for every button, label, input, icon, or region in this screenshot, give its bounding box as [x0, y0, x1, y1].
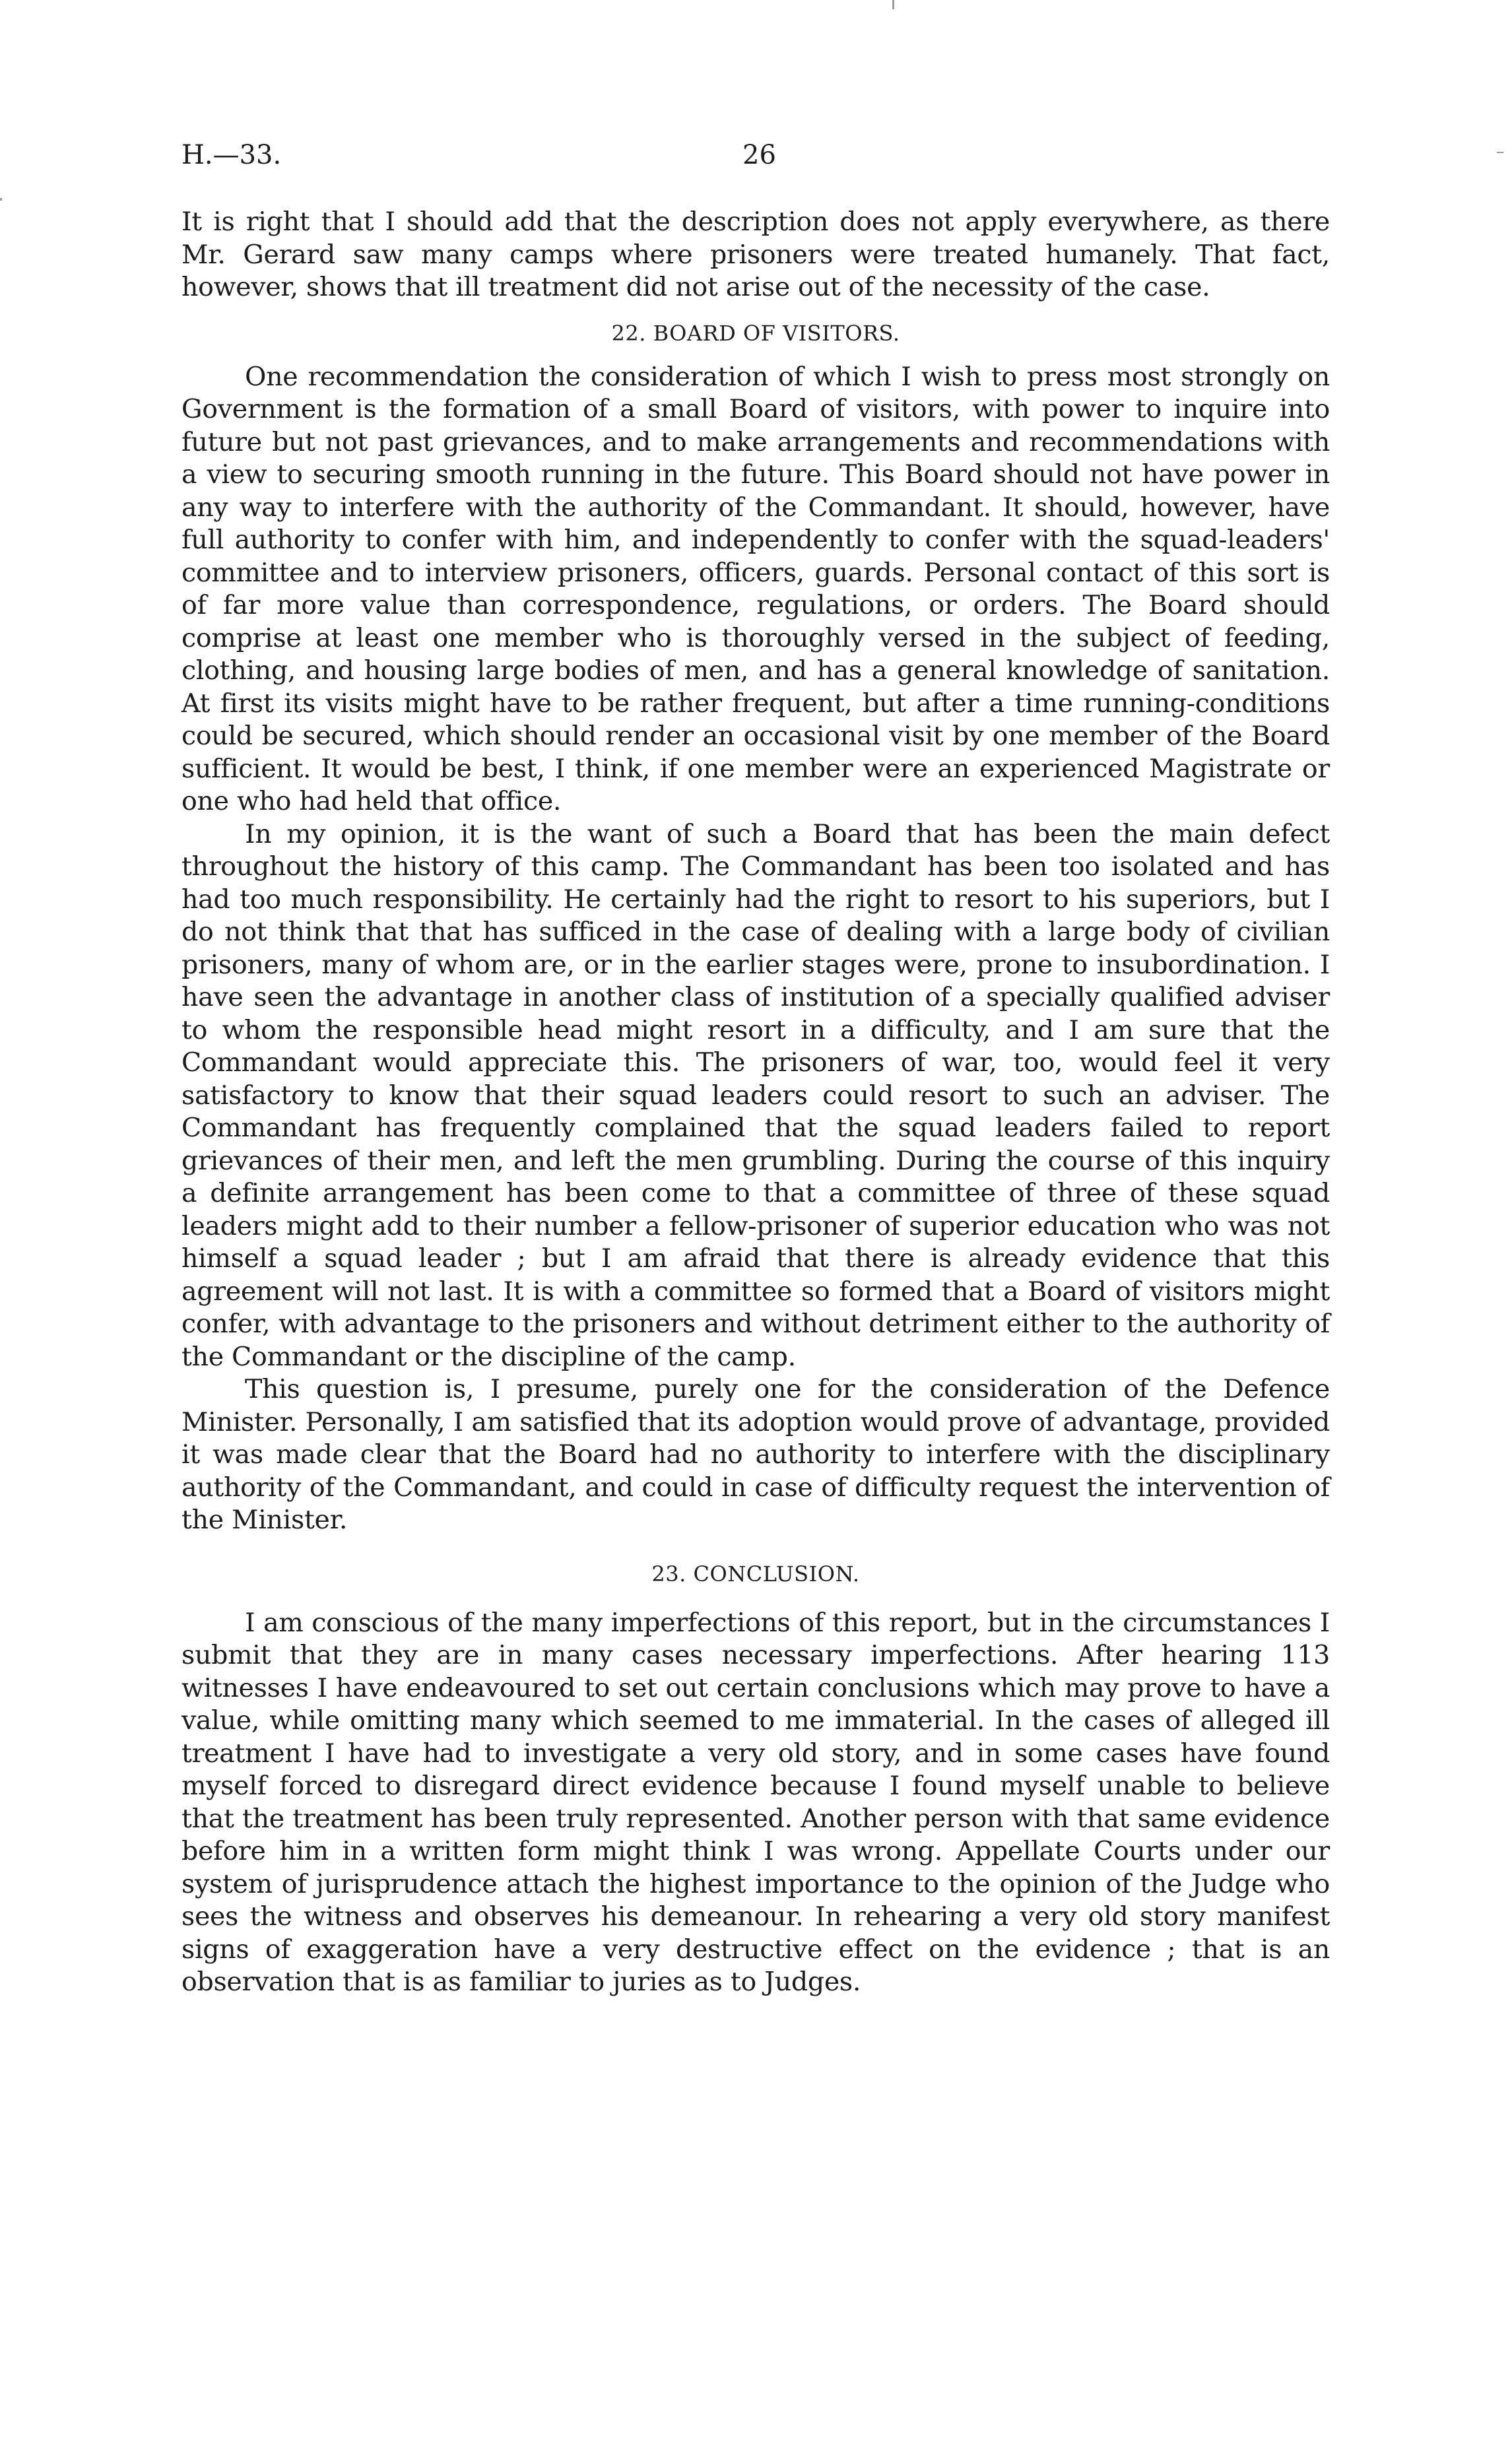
section-heading-board-of-visitors: 22. BOARD OF VISITORS.: [611, 320, 900, 346]
paragraph: In my opinion, it is the want of such a Board that has been the main defect throughout the history of this camp. The Commandant has been too isolated and has had too much responsibility. He certainly had the right to resort to his superiors, but I do not think that that has sufficed in the case of dealing with a large body of civilian prisoners, many of whom are, or in the earlier stages were, prone to insubordination. I have seen the advantage in another class of institution of a specially qualified adviser to whom the responsible head might resort in a difficulty, and I am sure that the Commandant would appreciate this. The prisoners of war, too, would feel it very satisfactory to know that their squad leaders could resort to such an adviser. The Commandant has frequently complained that the squad leaders failed to report grievances of their men, and left the men grumbling. During the course of this inquiry a definite arrangement has been come to that a committee of three of these squad leaders might add to their number a fellow-prisoner of superior education who was not himself a squad leader ; but I am afraid that there is already evidence that this agreement will not last. It is with a committee so formed that a Board of visitors might confer, with advantage to the prisoners and without detriment either to the authority of the Commandant or the discipline of the camp.: [181, 818, 1330, 1372]
paragraph: One recommendation the consideration of which I wish to press most strongly on Government is the formation of a small Board of visitors, with power to inquire into future but not past grievances, and to make arrangements and recommendations with a view to securing smooth running in the future. This Board should not have power in any way to interfere with the authority of the Commandant. It should, however, have full authority to confer with him, and independently to confer with the squad-leaders' committee and to interview prisoners, officers, guards. Personal contact of this sort is of far more value than correspondence, regulations, or orders. The Board should comprise at least one member who is thoroughly versed in the subject of feeding, clothing, and housing large bodies of men, and has a general knowledge of sanitation. At first its visits might have to be rather frequent, but after a time running-conditions could be secured, which should render an occasional visit by one member of the Board sufficient. It would be best, I think, if one member were an experienced Magistrate or one who had held that office.: [181, 361, 1330, 816]
scan-mark: [892, 0, 894, 9]
scan-mark: [0, 198, 2, 201]
section-heading-conclusion: 23. CONCLUSION.: [651, 1561, 860, 1587]
document-body: [181, 206, 1330, 1999]
page-number: 26: [742, 140, 776, 170]
paragraph: I am conscious of the many imperfections of this report, but in the circumstances I submit that they are in many cases necessary imperfections. After hearing 113 witnesses I have endeavoured to set out certain conclusions which may prove to have a value, while omitting many which seemed to me immaterial. In the cases of alleged ill treatment I have had to investigate a very old story, and in some cases have found myself forced to disregard direct evidence because I found myself unable to believe that the treatment has been truly represented. Another person with that same evidence before him in a written form might think I was wrong. Appellate Courts under our system of jurisprudence attach the highest importance to the opinion of the Judge who sees the witness and observes his demeanour. In rehearing a very old story manifest signs of exaggeration have a very destructive effect on the evidence ; that is an observation that is as familiar to juries as to Judges.: [181, 1607, 1330, 1997]
scan-mark: [1497, 152, 1503, 153]
paragraph: It is right that I should add that the description does not apply everywhere, as there Mr. Gerard saw many camps where prisoners were treated humanely. That fact, however, shows that ill treatment did not arise out of the necessity of the case.: [181, 207, 1330, 302]
page-header: [181, 140, 1336, 180]
paragraph: This question is, I presume, purely one for the consideration of the Defence Minister. Personally, I am satisfied that its adoption would prove of advantage, provided it was made clear that the Board had no authority to interfere with the disciplinary authority of the Commandant, and could in case of difficulty request the intervention of the Minister.: [181, 1374, 1330, 1535]
document-reference: H.—33.: [181, 140, 282, 170]
